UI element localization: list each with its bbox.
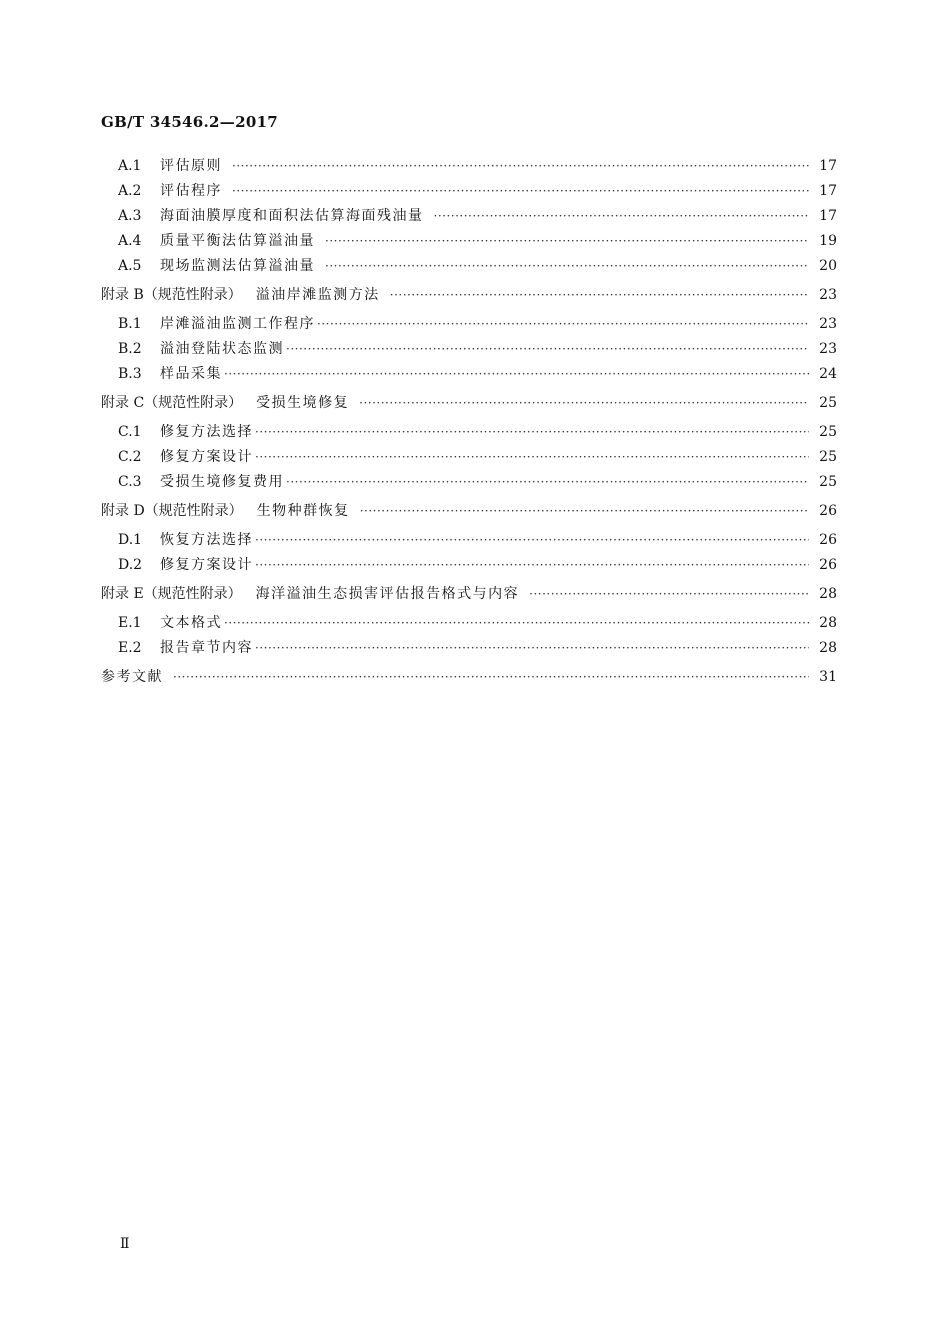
toc-entry[interactable] (101, 254, 837, 279)
toc-entry-title: 受损生境修复 (256, 395, 350, 411)
toc-entry-page: 28 (819, 640, 837, 656)
toc-entry-number: A.3 (118, 208, 142, 224)
toc-entry[interactable] (101, 636, 837, 661)
toc-entry-number: D.1 (118, 532, 143, 548)
document-code: GB/T 34546.2—2017 (101, 113, 279, 131)
toc-entry-page: 26 (819, 503, 837, 519)
toc-entry-page: 28 (819, 586, 837, 602)
toc-entry[interactable] (101, 611, 837, 636)
toc-entry-number: C.2 (118, 449, 142, 465)
toc-entry-title: 受损生境修复费用 (160, 474, 284, 490)
toc-appendix-label: 附录 E（规范性附录） (101, 586, 242, 602)
toc-entry-number: D.2 (118, 557, 143, 573)
toc-entry-page: 17 (819, 158, 837, 174)
toc-appendix-entry[interactable] (101, 391, 837, 416)
toc-entry[interactable] (101, 179, 837, 204)
toc-entry-page: 20 (819, 258, 837, 274)
toc-entry-title: 现场监测法估算溢油量 (160, 258, 315, 274)
toc-entry-title: 恢复方法选择 (160, 532, 253, 548)
toc-entry-page: 17 (819, 208, 837, 224)
toc-entry-title: 生物种群恢复 (256, 503, 350, 519)
toc-leader-dots (255, 636, 809, 661)
toc-appendix-label: 附录 C（规范性附录） (101, 395, 243, 411)
toc-entry-number: C.3 (118, 474, 142, 490)
toc-leader-dots (434, 204, 810, 229)
toc-appendix-label: 附录 B（规范性附录） (101, 287, 242, 303)
toc-entry-number: B.3 (118, 366, 142, 382)
toc-entry-title: 修复方案设计 (160, 449, 253, 465)
toc-entry-number: E.1 (118, 615, 142, 631)
toc-leader-dots (173, 665, 809, 690)
toc-entry-title: 参考文献 (101, 669, 163, 685)
toc-entry-title: 溢油岸滩监测方法 (255, 287, 380, 303)
toc-entry[interactable] (101, 445, 837, 470)
toc-references-entry[interactable] (101, 665, 837, 690)
toc-appendix-entry[interactable] (101, 499, 837, 524)
toc-entry[interactable] (101, 362, 837, 387)
toc-entry-title: 评估程序 (160, 183, 222, 199)
toc-entry-number: A.1 (118, 158, 142, 174)
toc-entry-title: 样品采集 (160, 366, 222, 382)
toc-appendix-label: 附录 D（规范性附录） (101, 503, 243, 519)
toc-leader-dots (224, 362, 809, 387)
toc-entry-page: 24 (819, 366, 837, 382)
toc-entry-page: 23 (819, 316, 837, 332)
toc-entry[interactable] (101, 204, 837, 229)
toc-leader-dots (529, 582, 809, 607)
toc-entry-title: 评估原则 (160, 158, 222, 174)
toc-leader-dots (360, 499, 809, 524)
toc-entry-title: 文本格式 (160, 615, 222, 631)
toc-entry-page: 31 (819, 669, 837, 685)
toc-leader-dots (255, 420, 809, 445)
toc-entry-number: A.4 (118, 233, 142, 249)
toc-entry-page: 23 (819, 287, 837, 303)
toc-entry-number: A.2 (118, 183, 142, 199)
toc-entry[interactable] (101, 553, 837, 578)
toc-entry-page: 28 (819, 615, 837, 631)
toc-entry-page: 25 (819, 424, 837, 440)
toc-entry-title: 海面油膜厚度和面积法估算海面残油量 (160, 208, 424, 224)
toc-entry[interactable] (101, 528, 837, 553)
toc-entry-number: B.2 (118, 341, 142, 357)
toc-leader-dots (232, 179, 809, 204)
toc-entry[interactable] (101, 420, 837, 445)
toc-entry-page: 23 (819, 341, 837, 357)
table-of-contents (101, 154, 837, 690)
toc-entry[interactable] (101, 470, 837, 495)
toc-entry-title: 海洋溢油生态损害评估报告格式与内容 (255, 586, 520, 602)
toc-entry-page: 25 (819, 449, 837, 465)
toc-leader-dots (286, 337, 809, 362)
toc-appendix-entry[interactable] (101, 582, 837, 607)
toc-entry-title: 岸滩溢油监测工作程序 (160, 316, 315, 332)
toc-entry-title: 溢油登陆状态监测 (160, 341, 284, 357)
toc-entry-page: 17 (819, 183, 837, 199)
toc-entry-number: E.2 (118, 640, 142, 656)
toc-leader-dots (232, 154, 809, 179)
toc-entry-title: 修复方法选择 (160, 424, 253, 440)
toc-entry-title: 报告章节内容 (160, 640, 253, 656)
toc-entry-page: 25 (819, 474, 837, 490)
toc-entry[interactable] (101, 154, 837, 179)
toc-entry-page: 19 (819, 233, 837, 249)
toc-entry[interactable] (101, 229, 837, 254)
toc-leader-dots (390, 283, 809, 308)
toc-entry-page: 25 (819, 395, 837, 411)
toc-leader-dots (325, 254, 809, 279)
toc-entry[interactable] (101, 312, 837, 337)
toc-leader-dots (224, 611, 809, 636)
toc-entry-number: A.5 (118, 258, 142, 274)
toc-entry-number: B.1 (118, 316, 142, 332)
toc-entry-title: 修复方案设计 (160, 557, 253, 573)
toc-entry[interactable] (101, 337, 837, 362)
toc-leader-dots (255, 553, 809, 578)
toc-entry-page: 26 (819, 532, 837, 548)
toc-leader-dots (317, 312, 809, 337)
toc-leader-dots (325, 229, 809, 254)
toc-leader-dots (255, 445, 809, 470)
toc-entry-title: 质量平衡法估算溢油量 (160, 233, 315, 249)
toc-leader-dots (286, 470, 809, 495)
toc-leader-dots (359, 391, 809, 416)
toc-leader-dots (255, 528, 809, 553)
page-number: Ⅱ (120, 1236, 130, 1252)
toc-entry-page: 26 (819, 557, 837, 573)
toc-entry-number: C.1 (118, 424, 142, 440)
toc-appendix-entry[interactable] (101, 283, 837, 308)
